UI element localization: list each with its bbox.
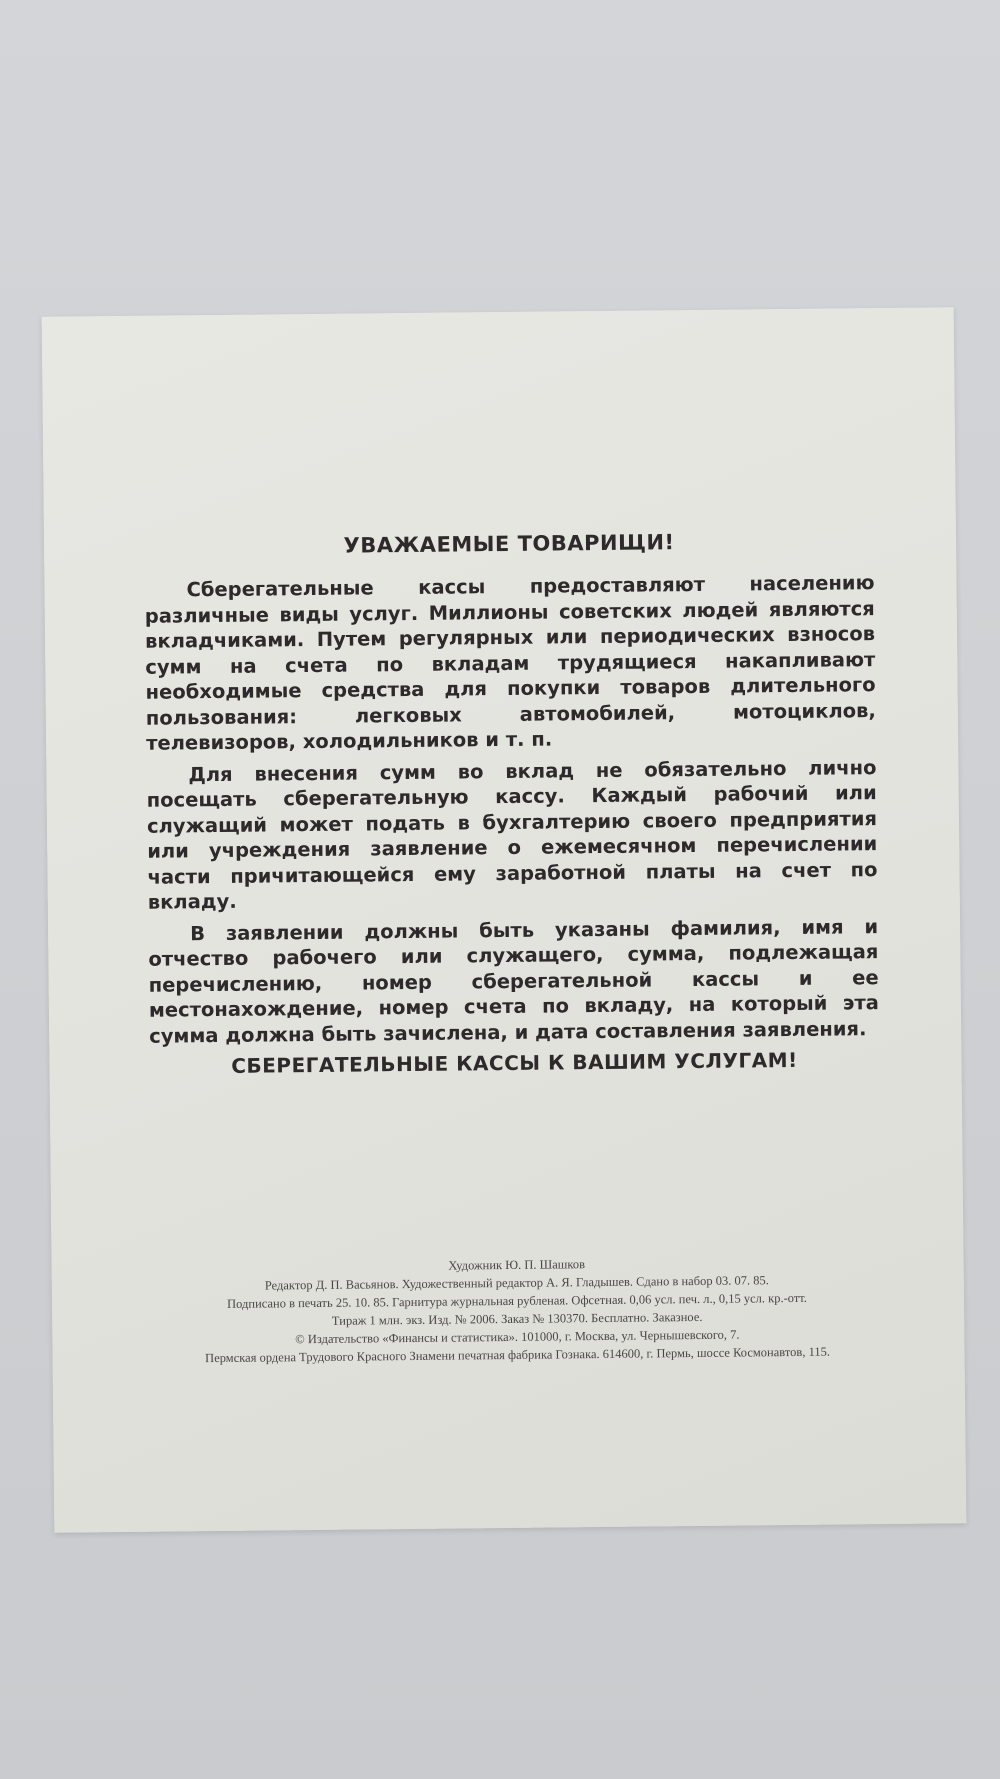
document-body bbox=[144, 528, 880, 1079]
document-heading: УВАЖАЕМЫЕ ТОВАРИЩИ! bbox=[343, 530, 675, 558]
paragraph-2: Для внесения сумм во вклад не обязательно лично посещать сберегательную кассу. Каждый рабочий или служащий может подать в бухгалтерию своего предприятия или учреждения заявление о ежемесячном перечислении части причитающейся ему заработной платы на счет по вкладу. bbox=[146, 755, 878, 914]
paper-sheet bbox=[42, 307, 967, 1532]
imprint-circulation: Тираж 1 млн. экз. Изд. № 2006. Заказ № 130370. Бесплатно. Заказное. bbox=[331, 1309, 703, 1328]
paragraph-1: Сберегательные кассы предоставляют населению различные виды услуг. Миллионы советских людей являются вкладчиками. Путем регулярных или периодических взносов сумм на счета по вкладам трудящиеся накапливают необходимые средства для покупки товаров длительного пользования: легковых автомобилей, мотоциклов, телевизоров, холодильников и т. п. bbox=[144, 571, 876, 755]
imprint-printing-house: Пермская ордена Трудового Красного Знамени печатная фабрика Гознака. 614600, г. Пермь, шоссе Космонавтов, 115. bbox=[205, 1344, 831, 1366]
imprint-print-details: Подписано в печать 25. 10. 85. Гарнитура журнальная рубленая. Офсетная. 0,06 усл. печ. л., 0,15 усл. кр.-отт. bbox=[227, 1290, 807, 1311]
imprint-publisher: © Издательство «Финансы и статистика». 101000, г. Москва, ул. Чернышевского, 7. bbox=[295, 1327, 740, 1347]
paragraph-3: В заявлении должны быть указаны фамилия, имя и отчество рабочего или служащего, сумма, подлежащая перечислению, номер сберегательной кассы и ее местонахождение, номер счета по вкладу, на который эта сумма должна быть зачислена, и дата составления заявления. bbox=[148, 914, 880, 1048]
publisher-imprint bbox=[152, 1252, 883, 1368]
closing-slogan: СБЕРЕГАТЕЛЬНЫЕ КАССЫ К ВАШИМ УСЛУГАМ! bbox=[231, 1047, 798, 1078]
imprint-editors: Редактор Д. П. Васьянов. Художественный редактор А. Я. Гладышев. Сдано в набор 03. 07. 85. bbox=[264, 1273, 769, 1293]
imprint-artist: Художник Ю. П. Шашков bbox=[448, 1257, 586, 1273]
